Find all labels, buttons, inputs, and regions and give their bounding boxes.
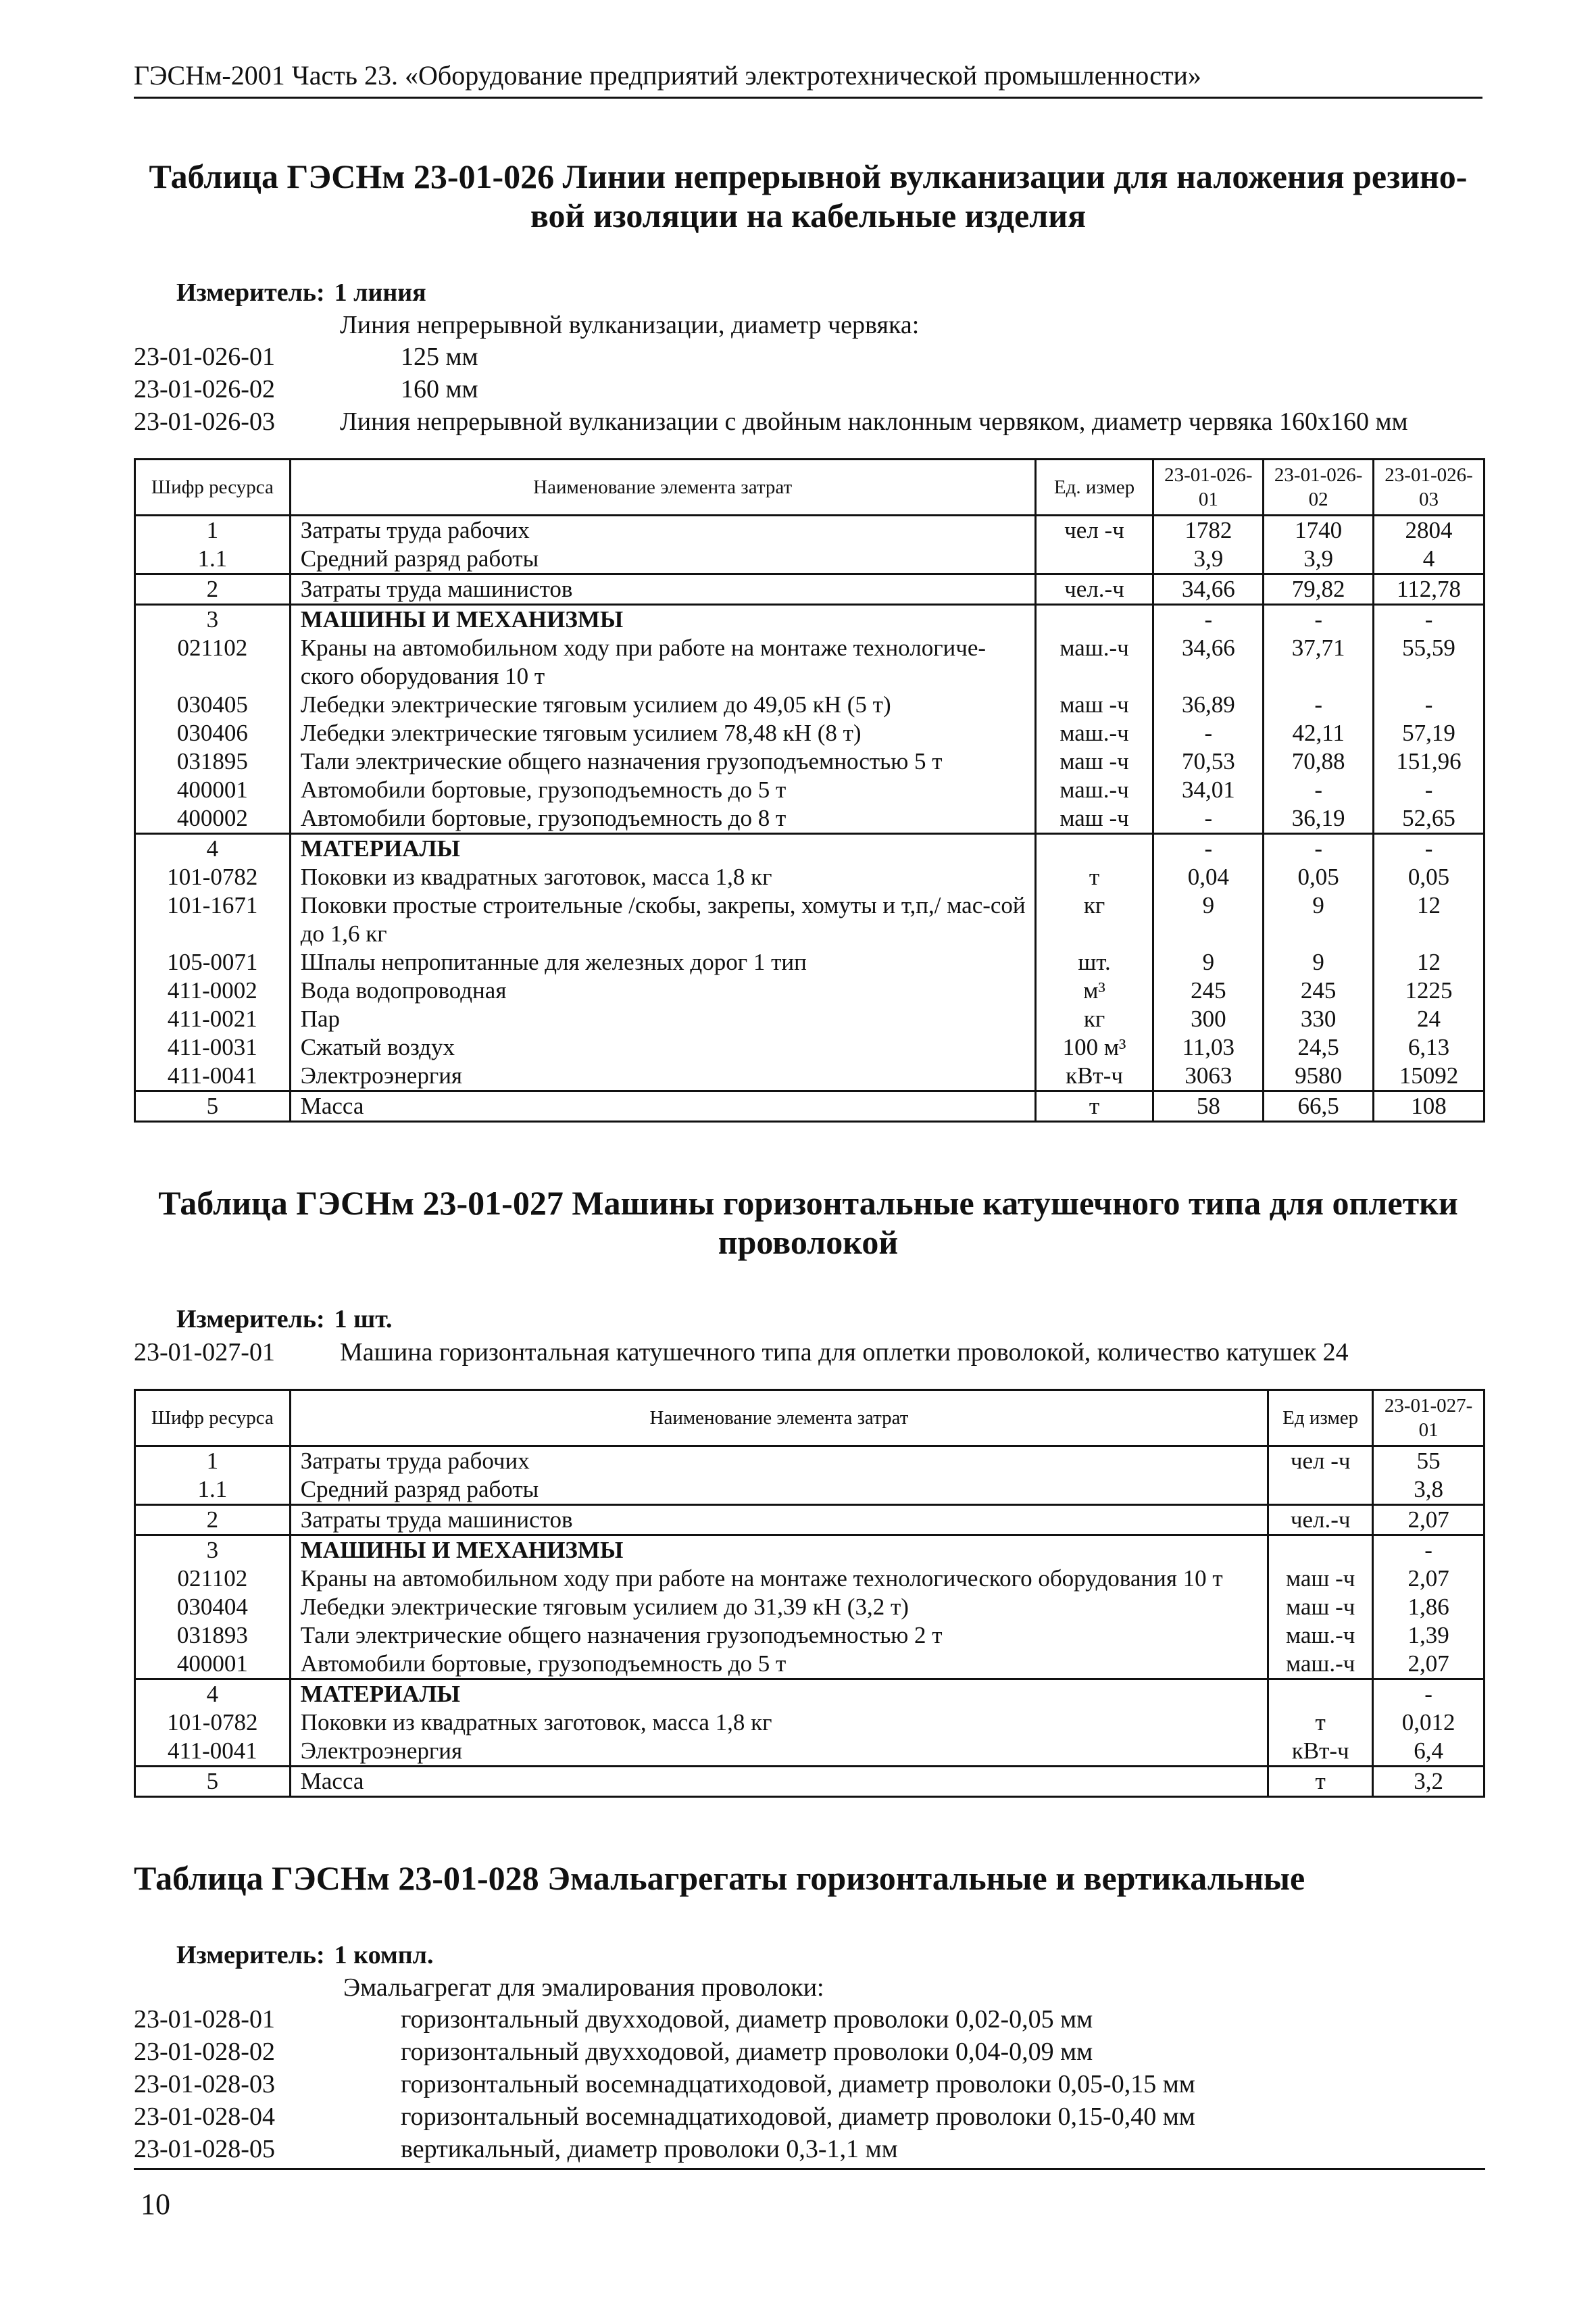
resource-code-cell: 411-0002	[135, 977, 291, 1005]
table-row	[135, 1005, 1485, 1033]
resource-code-cell: 3	[135, 1535, 291, 1565]
resource-code-cell: 400001	[135, 776, 291, 804]
variant-code: 23-01-028-03	[134, 2070, 275, 2098]
norm-value-cell: 37,71	[1264, 634, 1374, 691]
norm-value-cell: 3063	[1153, 1062, 1264, 1091]
resource-name-cell: МАШИНЫ И МЕХАНИЗМЫ	[290, 1535, 1268, 1565]
norm-value-cell: -	[1153, 804, 1264, 834]
norm-value-cell: -	[1153, 834, 1264, 864]
norm-value-cell: 24,5	[1264, 1033, 1374, 1062]
table-header-row	[135, 1390, 1485, 1446]
resource-name-cell: Автомобили бортовые, грузоподъемность до 8 т	[290, 804, 1035, 834]
variant-desc: 125 мм	[401, 343, 478, 371]
variant-code: 23-01-028-05	[134, 2135, 275, 2163]
unit-cell: чел -ч	[1268, 1446, 1373, 1476]
norm-value-cell: 3,2	[1373, 1767, 1485, 1797]
header-code: Шифр ресурса	[135, 1390, 291, 1446]
resource-code-cell: 411-0041	[135, 1062, 291, 1091]
variant-line	[134, 2100, 1482, 2133]
table-row	[135, 1475, 1485, 1505]
unit-cell: шт.	[1035, 948, 1153, 977]
variant-line	[134, 405, 1482, 438]
resource-code-cell: 105-0071	[135, 948, 291, 977]
norm-value-cell: 4	[1374, 545, 1485, 574]
resource-code-cell: 030405	[135, 691, 291, 719]
unit-cell: кВт-ч	[1035, 1062, 1153, 1091]
unit-cell: чел.-ч	[1268, 1505, 1373, 1535]
norm-value-cell: 34,66	[1153, 634, 1264, 691]
resource-name-cell: Вода водопроводная	[290, 977, 1035, 1005]
table-23-01-027-section	[134, 1183, 1482, 1798]
resource-code-cell: 2	[135, 1505, 291, 1535]
resource-name-cell: Масса	[290, 1767, 1268, 1797]
table-row	[135, 1091, 1485, 1122]
variant-desc: 160 мм	[401, 375, 478, 403]
resource-code-cell: 411-0021	[135, 1005, 291, 1033]
resource-code-cell: 021102	[135, 1565, 291, 1593]
table-row	[135, 1505, 1485, 1535]
norm-value-cell: 55	[1373, 1446, 1485, 1476]
resource-name-cell: Лебедки электрические тяговым усилием до 31,39 кН (3,2 т)	[290, 1593, 1268, 1621]
norm-value-cell: -	[1374, 776, 1485, 804]
resource-code-cell: 101-0782	[135, 1708, 291, 1737]
resource-name-cell: Лебедки электрические тяговым усилием до 49,05 кН (5 т)	[290, 691, 1035, 719]
variant-desc: Линия непрерывной вулканизации с двойным наклонным червяком, диаметр червяка 160х160 мм	[340, 408, 1408, 436]
meter-line	[176, 1302, 1482, 1336]
variant-line	[134, 2133, 1482, 2165]
table-row	[135, 977, 1485, 1005]
norm-value-cell: -	[1153, 719, 1264, 747]
norm-value-cell: 9580	[1264, 1062, 1374, 1091]
norm-value-cell: 0,012	[1373, 1708, 1485, 1737]
norm-value-cell: 1740	[1264, 516, 1374, 545]
table-23-01-026-section	[134, 157, 1482, 1123]
unit-cell: маш -ч	[1035, 747, 1153, 776]
resource-code-cell: 021102	[135, 634, 291, 691]
norm-value-cell: -	[1153, 605, 1264, 635]
norm-value-cell: 0,05	[1264, 863, 1374, 891]
variant-code: 23-01-028-01	[134, 2005, 275, 2034]
resource-code-cell: 2	[135, 574, 291, 605]
norm-value-cell: 112,78	[1374, 574, 1485, 605]
header-norm-col: 23-01-026-02	[1264, 460, 1374, 516]
unit-cell: маш -ч	[1268, 1593, 1373, 1621]
table-row	[135, 1033, 1485, 1062]
table-title-line: Таблица ГЭСНм 23-01-028 Эмальагрегаты горизонтальные и вертикальные	[134, 1859, 1305, 1897]
norm-value-cell: 108	[1374, 1091, 1485, 1122]
norm-value-cell: 36,19	[1264, 804, 1374, 834]
table-row	[135, 545, 1485, 574]
unit-cell	[1268, 1679, 1373, 1709]
table-title	[134, 1183, 1482, 1262]
table-header-row	[135, 460, 1485, 516]
resource-table	[134, 1389, 1485, 1798]
resource-name-cell: Средний разряд работы	[290, 1475, 1268, 1505]
norm-value-cell: 36,89	[1153, 691, 1264, 719]
resource-name-cell: Затраты труда машинистов	[290, 1505, 1268, 1535]
norm-value-cell: 70,53	[1153, 747, 1264, 776]
header-unit: Ед измер	[1268, 1390, 1373, 1446]
variant-code: 23-01-028-02	[134, 2038, 275, 2066]
unit-cell: маш -ч	[1035, 691, 1153, 719]
variant-code: 23-01-026-03	[134, 408, 275, 436]
resource-code-cell: 030406	[135, 719, 291, 747]
norm-value-cell: 6,4	[1373, 1737, 1485, 1767]
resource-name-cell: Пар	[290, 1005, 1035, 1033]
variant-line	[134, 2003, 1482, 2036]
meter-value: 1 шт.	[334, 1305, 393, 1333]
norm-value-cell: 15092	[1374, 1062, 1485, 1091]
norm-value-cell: 2,07	[1373, 1650, 1485, 1679]
norm-value-cell: -	[1264, 834, 1374, 864]
table-title	[134, 157, 1482, 235]
table-row	[135, 834, 1485, 864]
variant-desc: Машина горизонтальная катушечного типа для оплетки проволокой, количество катушек 24	[340, 1338, 1349, 1367]
meter-line	[176, 276, 1482, 310]
norm-value-cell: 300	[1153, 1005, 1264, 1033]
resource-name-cell: Автомобили бортовые, грузоподъемность до 5 т	[290, 776, 1035, 804]
table-row	[135, 691, 1485, 719]
unit-cell: т	[1035, 863, 1153, 891]
unit-cell: 100 м³	[1035, 1033, 1153, 1062]
resource-code-cell: 1	[135, 516, 291, 545]
table-row	[135, 1621, 1485, 1650]
resource-name-cell: Краны на автомобильном ходу при работе на монтаже технологического оборудования 10 т	[290, 1565, 1268, 1593]
table-body	[135, 516, 1485, 1122]
header-norm-col: 23-01-027-01	[1373, 1390, 1485, 1446]
variant-line	[134, 341, 1482, 373]
unit-cell: т	[1268, 1708, 1373, 1737]
table-body	[135, 1446, 1485, 1797]
norm-value-cell: 0,04	[1153, 863, 1264, 891]
unit-cell: чел -ч	[1035, 516, 1153, 545]
table-row	[135, 516, 1485, 545]
resource-code-cell: 5	[135, 1767, 291, 1797]
norm-value-cell: -	[1374, 834, 1485, 864]
norm-value-cell: 1782	[1153, 516, 1264, 545]
norm-value-cell: 24	[1374, 1005, 1485, 1033]
resource-name-cell: Электроэнергия	[290, 1062, 1035, 1091]
resource-code-cell: 101-0782	[135, 863, 291, 891]
variant-line	[134, 373, 1482, 405]
norm-value-cell: 0,05	[1374, 863, 1485, 891]
norm-value-cell: -	[1264, 691, 1374, 719]
resource-code-cell: 411-0031	[135, 1033, 291, 1062]
unit-cell: маш.-ч	[1268, 1650, 1373, 1679]
variant-desc: горизонтальный восемнадцатиходовой, диаметр проволоки 0,05-0,15 мм	[401, 2070, 1195, 2098]
table-row	[135, 776, 1485, 804]
resource-code-cell: 3	[135, 605, 291, 635]
table-23-01-028-section	[134, 1858, 1482, 2170]
resource-name-cell: Тали электрические общего назначения грузоподъемностью 2 т	[290, 1621, 1268, 1650]
norm-value-cell: 42,11	[1264, 719, 1374, 747]
table-row	[135, 605, 1485, 635]
table-row	[135, 1708, 1485, 1737]
variant-desc: горизонтальный двухходовой, диаметр проволоки 0,02-0,05 мм	[401, 2005, 1093, 2034]
resource-name-cell: Поковки из квадратных заготовок, масса 1,8 кг	[290, 1708, 1268, 1737]
table-row	[135, 1650, 1485, 1679]
unit-cell: чел.-ч	[1035, 574, 1153, 605]
unit-cell: маш.-ч	[1035, 719, 1153, 747]
unit-cell: м³	[1035, 977, 1153, 1005]
table-row	[135, 1593, 1485, 1621]
variant-code: 23-01-027-01	[134, 1338, 275, 1367]
resource-code-cell: 1.1	[135, 545, 291, 574]
unit-cell: кг	[1035, 1005, 1153, 1033]
variant-code: 23-01-026-01	[134, 343, 275, 371]
norm-value-cell: 57,19	[1374, 719, 1485, 747]
norm-value-cell: 245	[1264, 977, 1374, 1005]
header-code: Шифр ресурса	[135, 460, 291, 516]
table-row	[135, 1446, 1485, 1476]
running-header: ГЭСНм-2001 Часть 23. «Оборудование предприятий электротехнической промышленности»	[134, 59, 1482, 99]
resource-code-cell: 030404	[135, 1593, 291, 1621]
resource-name-cell: Затраты труда рабочих	[290, 1446, 1268, 1476]
unit-cell: маш -ч	[1268, 1565, 1373, 1593]
norm-value-cell: 55,59	[1374, 634, 1485, 691]
norm-value-cell: 11,03	[1153, 1033, 1264, 1062]
resource-name-cell: Электроэнергия	[290, 1737, 1268, 1767]
norm-value-cell: 245	[1153, 977, 1264, 1005]
norm-value-cell: 12	[1374, 891, 1485, 948]
norm-value-cell: 52,65	[1374, 804, 1485, 834]
meter-label: Измеритель:	[176, 1305, 325, 1333]
norm-value-cell: -	[1374, 605, 1485, 635]
resource-name-cell: Краны на автомобильном ходу при работе на монтаже технологиче-ского оборудования 10 т	[290, 634, 1035, 691]
unit-cell: маш.-ч	[1035, 634, 1153, 691]
meter-label: Измеритель:	[176, 1941, 325, 1969]
norm-value-cell: 3,9	[1153, 545, 1264, 574]
unit-cell: т	[1268, 1767, 1373, 1797]
norm-value-cell: 58	[1153, 1091, 1264, 1122]
unit-cell	[1035, 834, 1153, 864]
resource-name-cell: Автомобили бортовые, грузоподъемность до 5 т	[290, 1650, 1268, 1679]
resource-name-cell: МАТЕРИАЛЫ	[290, 834, 1035, 864]
norm-value-cell: 151,96	[1374, 747, 1485, 776]
norm-value-cell: 2,07	[1373, 1505, 1485, 1535]
table-row	[135, 1737, 1485, 1767]
table-title-line: проволокой	[718, 1223, 899, 1261]
meter-value: 1 линия	[334, 278, 426, 307]
table-row	[135, 804, 1485, 834]
norm-value-cell: -	[1373, 1679, 1485, 1709]
norm-value-cell: 9	[1153, 891, 1264, 948]
norm-value-cell: 12	[1374, 948, 1485, 977]
resource-code-cell: 400001	[135, 1650, 291, 1679]
meter-line	[176, 1938, 1482, 1972]
norm-value-cell: 70,88	[1264, 747, 1374, 776]
table-title-line: Таблица ГЭСНм 23-01-026 Линии непрерывной вулканизации для наложения резино-	[149, 157, 1468, 195]
resource-name-cell: Тали электрические общего назначения грузоподъемностью 5 т	[290, 747, 1035, 776]
unit-cell: т	[1035, 1091, 1153, 1122]
variant-code: 23-01-028-04	[134, 2102, 275, 2131]
resource-code-cell: 101-1671	[135, 891, 291, 948]
norm-value-cell: 9	[1153, 948, 1264, 977]
resource-name-cell: Масса	[290, 1091, 1035, 1122]
variants-intro: Линия непрерывной вулканизации, диаметр червяка:	[340, 311, 920, 339]
resource-name-cell: Лебедки электрические тяговым усилием 78,48 кН (8 т)	[290, 719, 1035, 747]
resource-code-cell: 411-0041	[135, 1737, 291, 1767]
table-row	[135, 1062, 1485, 1091]
variant-line	[134, 1336, 1482, 1369]
table-title-line: Таблица ГЭСНм 23-01-027 Машины горизонтальные катушечного типа для оплетки	[158, 1184, 1458, 1222]
document-page	[134, 59, 1482, 2170]
unit-cell: кВт-ч	[1268, 1737, 1373, 1767]
variants-list	[134, 341, 1482, 438]
resource-name-cell: Затраты труда машинистов	[290, 574, 1035, 605]
resource-name-cell: Поковки из квадратных заготовок, масса 1,8 кг	[290, 863, 1035, 891]
unit-cell	[1268, 1475, 1373, 1505]
variant-line	[134, 2068, 1482, 2100]
unit-cell: маш.-ч	[1268, 1621, 1373, 1650]
header-norm-col: 23-01-026-01	[1153, 460, 1264, 516]
unit-cell	[1035, 605, 1153, 635]
norm-value-cell: 1,86	[1373, 1593, 1485, 1621]
resource-code-cell: 031893	[135, 1621, 291, 1650]
resource-name-cell: Поковки простые строительные /скобы, закрепы, хомуты и т,п,/ мас-сой до 1,6 кг	[290, 891, 1035, 948]
variant-desc: горизонтальный восемнадцатиходовой, диаметр проволоки 0,15-0,40 мм	[401, 2102, 1195, 2131]
norm-value-cell: 9	[1264, 948, 1374, 977]
resource-code-cell: 5	[135, 1091, 291, 1122]
header-name: Наименование элемента затрат	[290, 1390, 1268, 1446]
table-row	[135, 747, 1485, 776]
norm-value-cell: 66,5	[1264, 1091, 1374, 1122]
resource-name-cell: МАШИНЫ И МЕХАНИЗМЫ	[290, 605, 1035, 635]
resource-name-cell: Шпалы непропитанные для железных дорог 1 тип	[290, 948, 1035, 977]
norm-value-cell: 3,9	[1264, 545, 1374, 574]
variants-intro: Эмальагрегат для эмалирования проволоки:	[343, 1973, 824, 2002]
table-title	[134, 1858, 1482, 1898]
resource-table	[134, 458, 1485, 1123]
variant-line	[134, 2036, 1482, 2068]
unit-cell: кг	[1035, 891, 1153, 948]
resource-name-cell: Затраты труда рабочих	[290, 516, 1035, 545]
norm-value-cell: 9	[1264, 891, 1374, 948]
norm-value-cell: 2804	[1374, 516, 1485, 545]
header-norm-col: 23-01-026-03	[1374, 460, 1485, 516]
bottom-divider	[134, 2168, 1485, 2170]
table-row	[135, 948, 1485, 977]
table-row	[135, 863, 1485, 891]
table-row	[135, 1767, 1485, 1797]
unit-cell	[1035, 545, 1153, 574]
norm-value-cell: -	[1373, 1535, 1485, 1565]
table-row	[135, 891, 1485, 948]
variants-list	[134, 2003, 1482, 2165]
resource-name-cell: Средний разряд работы	[290, 545, 1035, 574]
table-row	[135, 634, 1485, 691]
norm-value-cell: 79,82	[1264, 574, 1374, 605]
table-row	[135, 1535, 1485, 1565]
variant-desc: вертикальный, диаметр проволоки 0,3-1,1 мм	[401, 2135, 898, 2163]
norm-value-cell: 34,01	[1153, 776, 1264, 804]
table-title-line: вой изоляции на кабельные изделия	[530, 197, 1087, 235]
meter-value: 1 компл.	[334, 1941, 434, 1969]
norm-value-cell: 3,8	[1373, 1475, 1485, 1505]
resource-code-cell: 4	[135, 834, 291, 864]
norm-value-cell: 6,13	[1374, 1033, 1485, 1062]
header-name: Наименование элемента затрат	[290, 460, 1035, 516]
unit-cell	[1268, 1535, 1373, 1565]
norm-value-cell: -	[1264, 776, 1374, 804]
norm-value-cell: -	[1264, 605, 1374, 635]
table-row	[135, 1565, 1485, 1593]
table-row	[135, 1679, 1485, 1709]
resource-code-cell: 400002	[135, 804, 291, 834]
meter-label: Измеритель:	[176, 278, 325, 307]
norm-value-cell: 1225	[1374, 977, 1485, 1005]
unit-cell: маш -ч	[1035, 804, 1153, 834]
norm-value-cell: 2,07	[1373, 1565, 1485, 1593]
resource-code-cell: 4	[135, 1679, 291, 1709]
resource-name-cell: МАТЕРИАЛЫ	[290, 1679, 1268, 1709]
unit-cell: маш.-ч	[1035, 776, 1153, 804]
resource-code-cell: 031895	[135, 747, 291, 776]
variant-code: 23-01-026-02	[134, 375, 275, 403]
variant-desc: горизонтальный двухходовой, диаметр проволоки 0,04-0,09 мм	[401, 2038, 1093, 2066]
variants-list	[134, 1336, 1482, 1369]
norm-value-cell: -	[1374, 691, 1485, 719]
norm-value-cell: 34,66	[1153, 574, 1264, 605]
header-unit: Ед. измер	[1035, 460, 1153, 516]
table-row	[135, 719, 1485, 747]
norm-value-cell: 330	[1264, 1005, 1374, 1033]
norm-value-cell: 1,39	[1373, 1621, 1485, 1650]
page-number: 10	[141, 2188, 170, 2221]
resource-code-cell: 1.1	[135, 1475, 291, 1505]
resource-code-cell: 1	[135, 1446, 291, 1476]
resource-name-cell: Сжатый воздух	[290, 1033, 1035, 1062]
table-row	[135, 574, 1485, 605]
